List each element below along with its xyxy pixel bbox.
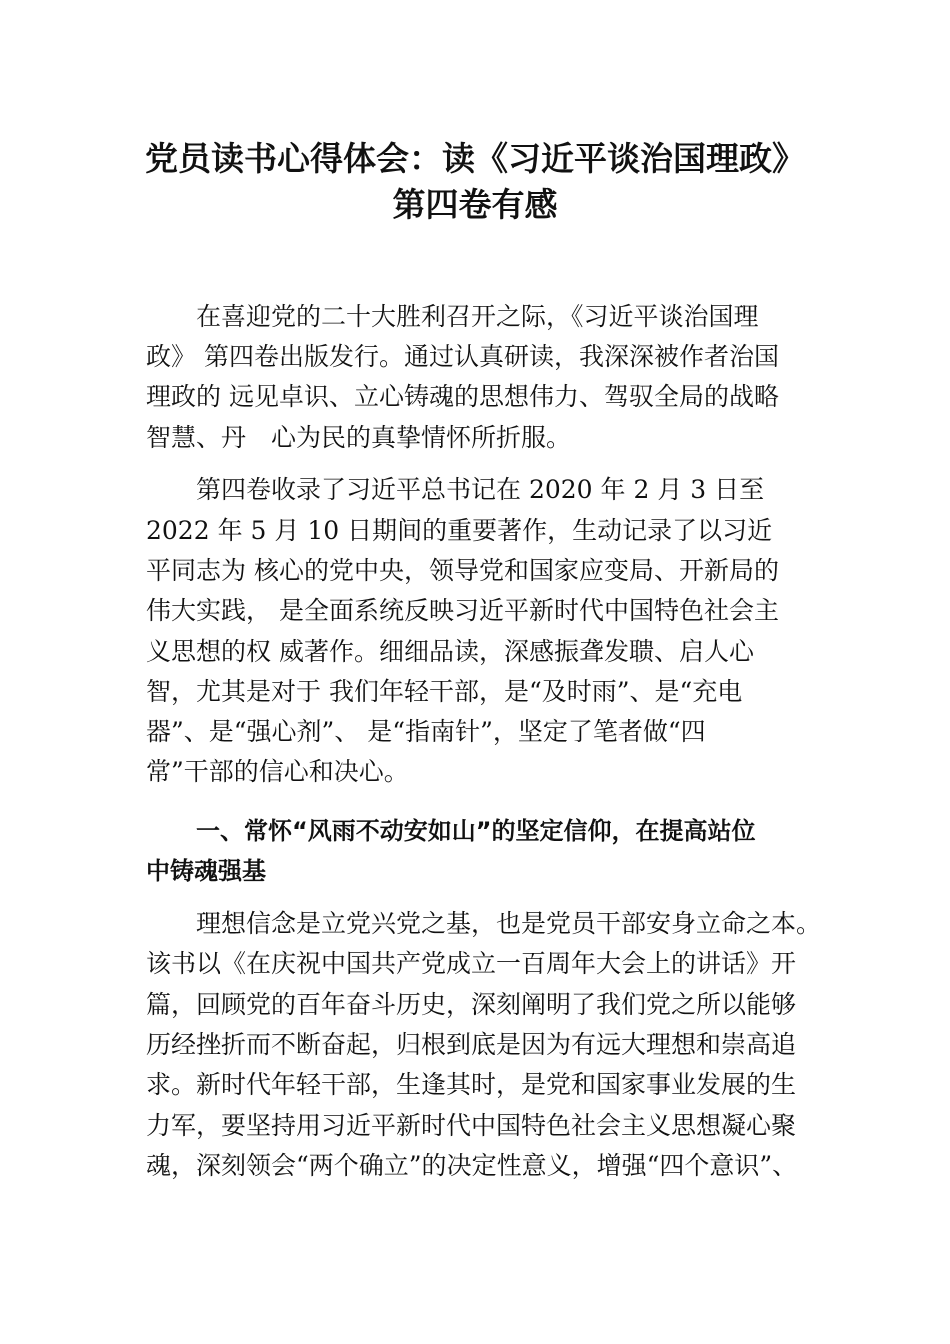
paragraph-2-line-4: 伟大实践， 是全面系统反映习近平新时代中国特色社会主 xyxy=(146,596,779,625)
document-title xyxy=(120,136,830,228)
paragraph-3-line-4: 历经挫折而不断奋起，归根到底是因为有远大理想和崇高追 xyxy=(146,1030,797,1059)
paragraph-1-line-3: 理政的 远见卓识、立心铸魂的思想伟力、驾驭全局的战略 xyxy=(146,382,779,411)
paragraph-3-line-1: 理想信念是立党兴党之基，也是党员干部安身立命之本。 xyxy=(196,909,822,938)
paragraph-1-line-2: 政》 第四卷出版发行。通过认真研读，我深深被作者治国 xyxy=(146,342,779,371)
paragraph-2-line-8: 常”干部的信心和决心。 xyxy=(146,757,409,786)
paragraph-2-line-6: 智，尤其是对于 我们年轻干部，是“及时雨”、是“充电 xyxy=(146,677,743,706)
paragraph-3-line-5: 求。新时代年轻干部，生逢其时，是党和国家事业发展的生 xyxy=(146,1070,797,1099)
paragraph-3-line-6: 力军，要坚持用习近平新时代中国特色社会主义思想凝心聚 xyxy=(146,1111,797,1140)
paragraph-2-line-2: 2022 年 5 月 10 日期间的重要著作，生动记录了以习近 xyxy=(146,516,773,545)
paragraph-2-line-7: 器”、是“强心剂”、 是“指南针”，坚定了笔者做“四 xyxy=(146,717,706,746)
section-heading-1-line-2: 中铸魂强基 xyxy=(146,857,266,885)
paragraph-3-line-2: 该书以《在庆祝中国共产党成立一百周年大会上的讲话》开 xyxy=(146,949,797,978)
title-line-1: 党员读书心得体会：读《习近平谈治国理政》 xyxy=(145,139,805,178)
paragraph-1-line-4: 智慧、丹 心为民的真挚情怀所折服。 xyxy=(146,423,572,452)
paragraph-3-line-7: 魂，深刻领会“两个确立”的决定性意义，增强“四个意识”、 xyxy=(146,1151,798,1180)
paragraph-2-line-1: 第四卷收录了习近平总书记在 2020 年 2 月 3 日至 xyxy=(196,475,765,504)
paragraph-2-line-3: 平同志为 核心的党中央，领导党和国家应变局、开新局的 xyxy=(146,556,779,585)
paragraph-2-line-5: 义思想的权 威著作。细细品读，深感振聋发聩、启人心 xyxy=(146,637,754,666)
paragraph-3-line-3: 篇，回顾党的百年奋斗历史，深刻阐明了我们党之所以能够 xyxy=(146,990,797,1019)
title-line-2: 第四卷有感 xyxy=(392,185,558,224)
paragraph-1-line-1: 在喜迎党的二十大胜利召开之际，《习近平谈治国理 xyxy=(196,302,759,331)
section-heading-1-line-1: 一、常怀“风雨不动安如山”的坚定信仰，在提高站位 xyxy=(196,817,756,845)
